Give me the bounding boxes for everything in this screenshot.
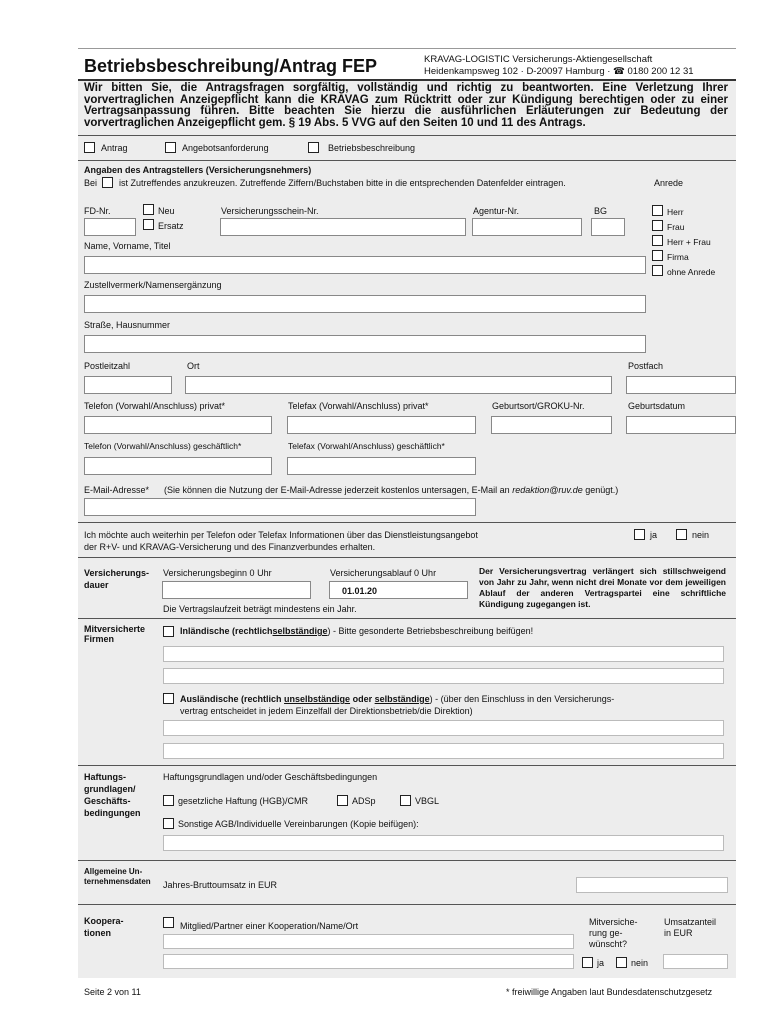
company-address: Heidenkampsweg 102 · D-20097 Hamburg · ☎ 0180 200 12 31: [424, 66, 694, 77]
coinsured-section-label-2: Firmen: [84, 634, 115, 644]
cooperation-label-1: Koopera-: [84, 916, 124, 926]
auslaendische-label-line2: vertrag entscheidet in jedem Einzelfall der Direktionsbetrieb/die Direktion): [180, 706, 473, 716]
intro-text: Wir bitten Sie, die Antragsfragen sorgfältig, vollständig und richtig zu beantworten. Eine Verletzung Ihrer vorvertraglichen Anzeigepflicht kann die KRAVAG zum Rücktritt oder zur Kündigung berechtigen oder zu einer Vertragsanpassung führen. Bitte beachten Sie hierzu die ausführlichen Erläuterungen zur Bedeutung der vorvertraglichen Anzeigepflicht gem. § 19 Abs. 5 VVG auf den Seiten 10 und 11 des Antrags.: [84, 82, 728, 129]
geburtsdatum-input[interactable]: [626, 416, 736, 434]
hint-example-checkbox: [102, 177, 113, 188]
herr-frau-checkbox[interactable]: [652, 235, 663, 246]
company-data-label-2: ternehmensdaten: [84, 877, 151, 886]
beschreibung-checkbox[interactable]: [308, 142, 319, 153]
cooperation-wished-3: wünscht?: [589, 939, 628, 949]
ersatz-checkbox[interactable]: [143, 219, 154, 230]
consent-text-line2: der R+V- und KRAVAG-Versicherung und des Finanzverbundes erhalten.: [84, 542, 376, 552]
begin-input[interactable]: [162, 581, 311, 599]
cooperation-ja-label: ja: [597, 958, 605, 968]
inlaendische-input-2[interactable]: [163, 668, 724, 684]
inl-pre: Inländische (rechtlich: [180, 626, 273, 636]
email-note-post: genügt.): [585, 485, 619, 495]
ausl-pre: Ausländische (rechtlich: [180, 694, 282, 704]
firma-checkbox[interactable]: [652, 250, 663, 261]
name-label: Name, Vorname, Titel: [84, 241, 171, 251]
company-data-label-1: Allgemeine Un-: [84, 867, 143, 876]
page-title: Betriebsbeschreibung/Antrag FEP: [84, 56, 378, 76]
email-address-link[interactable]: redaktion@ruv.de: [512, 485, 583, 495]
fd-nr-input[interactable]: [84, 218, 136, 236]
ausl-mid: oder: [352, 694, 373, 704]
agentur-nr-label: Agentur-Nr.: [473, 206, 520, 216]
vbgl-checkbox[interactable]: [400, 795, 411, 806]
duration-section-label-1: Versicherungs-: [84, 568, 150, 578]
fax-privat-label: Telefax (Vorwahl/Anschluss) privat*: [288, 401, 429, 411]
tel-gesch-input[interactable]: [84, 457, 272, 475]
geburtsort-input[interactable]: [491, 416, 612, 434]
herr-label: Herr: [667, 207, 684, 217]
antrag-checkbox[interactable]: [84, 142, 95, 153]
cooperation-nein-label: nein: [631, 958, 649, 968]
tel-gesch-label: Telefon (Vorwahl/Anschluss) geschäftlich*: [84, 441, 242, 451]
agentur-nr-input[interactable]: [472, 218, 582, 236]
vs-nr-input[interactable]: [220, 218, 466, 236]
inl-post: ) - Bitte gesonderte Betriebsbeschreibung beifügen!: [327, 626, 534, 636]
duration-section-label-2: dauer: [84, 580, 109, 590]
inlaendische-input-1[interactable]: [163, 646, 724, 662]
hgb-checkbox[interactable]: [163, 795, 174, 806]
email-note-pre: (Sie können die Nutzung der E-Mail-Adresse jederzeit kostenlos untersagen, E-Mail an: [164, 485, 510, 495]
angebot-checkbox[interactable]: [165, 142, 176, 153]
herr-frau-label: Herr + Frau: [667, 237, 711, 247]
revenue-label: Jahres-Bruttoumsatz in EUR: [163, 880, 278, 890]
liability-section-label-3: Geschäfts-: [84, 796, 131, 806]
consent-ja-label: ja: [650, 530, 658, 540]
cooperation-wished-1: Mitversiche-: [589, 917, 638, 927]
auslaendische-label: [180, 694, 614, 705]
cooperation-share-1: Umsatzanteil: [664, 917, 717, 927]
angebot-label: Angebotsanforderung: [182, 143, 269, 153]
fax-gesch-input[interactable]: [287, 457, 476, 475]
plz-input[interactable]: [84, 376, 172, 394]
email-label: E-Mail-Adresse*: [84, 485, 150, 495]
ort-label: Ort: [187, 361, 200, 371]
cooperation-input-2[interactable]: [163, 954, 574, 969]
min-duration-note: Die Vertragslaufzeit beträgt mindestens ein Jahr.: [163, 604, 357, 614]
hint-text: ist Zutreffendes anzukreuzen. Zutreffende Ziffern/Buchstaben bitte in die entsprechenden Datenfelder eintragen.: [119, 178, 566, 188]
firma-label: Firma: [667, 252, 689, 262]
ersatz-label: Ersatz: [158, 221, 184, 231]
auslaendische-input-2[interactable]: [163, 743, 724, 759]
herr-checkbox[interactable]: [652, 205, 663, 216]
neu-label: Neu: [158, 206, 175, 216]
strasse-input[interactable]: [84, 335, 646, 353]
vbgl-label: VBGL: [415, 796, 440, 806]
beschreibung-label: Betriebsbeschreibung: [328, 143, 416, 153]
inl-underlined: selbständige: [272, 626, 328, 636]
auslaendische-input-1[interactable]: [163, 720, 724, 736]
postfach-label: Postfach: [628, 361, 664, 371]
cooperation-label-2: tionen: [84, 928, 111, 938]
bg-label: BG: [594, 206, 608, 216]
consent-nein-label: nein: [692, 530, 710, 540]
coinsured-section-label-1: Mitversicherte: [84, 624, 146, 634]
adsp-label: ADSp: [352, 796, 376, 806]
company-name: KRAVAG-LOGISTIC Versicherungs-Aktiengesellschaft: [424, 54, 653, 65]
cooperation-share-input[interactable]: [663, 954, 728, 969]
hgb-label: gesetzliche Haftung (HGB)/CMR: [178, 796, 309, 806]
tel-privat-input[interactable]: [84, 416, 272, 434]
end-input[interactable]: 01.01.20: [329, 581, 468, 599]
frau-label: Frau: [667, 222, 685, 232]
agb-checkbox[interactable]: [163, 818, 174, 829]
consent-text-line1: Ich möchte auch weiterhin per Telefon oder Telefax Informationen über das Dienstleistungsangebot: [84, 530, 478, 540]
liability-section-label-4: bedingungen: [84, 808, 141, 818]
ausl-post: ) - (über den Einschluss in den Versicherungs-: [429, 694, 615, 704]
neu-checkbox[interactable]: [143, 204, 154, 215]
renewal-note: Der Versicherungsvertrag verlängert sich stillschweigend von Jahr zu Jahr, wenn nicht drei Monate vor dem jeweiligen Ablauf der anderen Vertragspartei eine schriftliche Kündigung zugegangen ist.: [479, 566, 726, 609]
fd-nr-label: FD-Nr.: [84, 206, 111, 216]
anrede-label: Anrede: [654, 178, 684, 188]
ausl-underlined-1: unselbständige: [284, 694, 351, 704]
ohne-anrede-checkbox[interactable]: [652, 265, 663, 276]
cooperation-input-1[interactable]: [163, 934, 574, 949]
ort-input[interactable]: [185, 376, 612, 394]
cooperation-ja-checkbox[interactable]: [582, 957, 593, 968]
top-rule: [78, 48, 736, 49]
antrag-label: Antrag: [101, 143, 128, 153]
zustell-label: Zustellvermerk/Namensergänzung: [84, 280, 222, 290]
geburtsdatum-label: Geburtsdatum: [628, 401, 686, 411]
adsp-checkbox[interactable]: [337, 795, 348, 806]
postfach-input[interactable]: [626, 376, 736, 394]
revenue-input[interactable]: [576, 877, 728, 893]
name-input[interactable]: [84, 256, 646, 274]
applicant-heading: Angaben des Antragstellers (Versicherungsnehmers): [84, 165, 312, 175]
begin-label: Versicherungsbeginn 0 Uhr: [163, 568, 272, 578]
inlaendische-checkbox[interactable]: [163, 626, 174, 637]
footer-note: * freiwillige Angaben laut Bundesdatenschutzgesetz: [506, 987, 713, 997]
zustell-input[interactable]: [84, 295, 646, 313]
geburtsort-label: Geburtsort/GROKU-Nr.: [492, 401, 585, 411]
email-input[interactable]: [84, 498, 476, 516]
ausl-underlined-2: selbständige: [374, 694, 430, 704]
hint-pre: Bei: [84, 178, 98, 188]
page-number: Seite 2 von 11: [84, 987, 141, 997]
cooperation-member-checkbox[interactable]: [163, 917, 174, 928]
ohne-anrede-label: ohne Anrede: [667, 267, 716, 277]
end-label: Versicherungsablauf 0 Uhr: [330, 568, 437, 578]
agb-label: Sonstige AGB/Individuelle Vereinbarungen (Kopie beifügen):: [178, 819, 419, 829]
consent-ja-checkbox[interactable]: [634, 529, 645, 540]
email-note: [164, 485, 618, 496]
bg-input[interactable]: [591, 218, 625, 236]
strasse-label: Straße, Hausnummer: [84, 320, 171, 330]
fax-privat-input[interactable]: [287, 416, 476, 434]
liability-section-label-1: Haftungs-: [84, 772, 126, 782]
fax-gesch-label: Telefax (Vorwahl/Anschluss) geschäftlich*: [288, 441, 445, 451]
consent-nein-checkbox[interactable]: [676, 529, 687, 540]
cooperation-member-label: Mitglied/Partner einer Kooperation/Name/Ort: [180, 921, 359, 931]
cooperation-share-2: in EUR: [664, 928, 693, 938]
agb-input[interactable]: [163, 835, 724, 851]
plz-label: Postleitzahl: [84, 361, 131, 371]
cooperation-nein-checkbox[interactable]: [616, 957, 627, 968]
liability-section-label-2: grundlagen/: [84, 784, 136, 794]
vs-nr-label: Versicherungsschein-Nr.: [221, 206, 319, 216]
tel-privat-label: Telefon (Vorwahl/Anschluss) privat*: [84, 401, 226, 411]
liability-heading: Haftungsgrundlagen und/oder Geschäftsbedingungen: [163, 772, 378, 782]
auslaendische-checkbox[interactable]: [163, 693, 174, 704]
frau-checkbox[interactable]: [652, 220, 663, 231]
inlaendische-label: [180, 626, 533, 637]
cooperation-wished-2: rung ge-: [589, 928, 623, 938]
